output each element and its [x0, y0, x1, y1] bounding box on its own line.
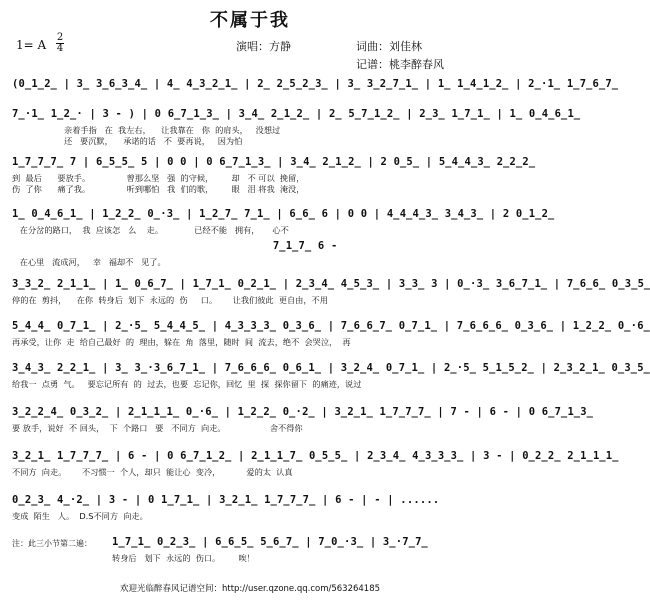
score-row — [12, 278, 650, 308]
arranger-credit: 记谱：桃李醉春风 — [356, 58, 444, 71]
score-row — [12, 494, 490, 524]
key-signature: 1= A — [16, 38, 47, 52]
lyric-line: 不同方 向走。 不习惯一 个人，却只 能让心 变冷， 爱的太 认真 — [12, 467, 293, 477]
lyric-line-second-verse: 还 要沉默， 承诺的话 不 要再说， 因为怕 — [12, 136, 243, 146]
notation-line: 3̲3̲2̲ 2̲1̲1̲ | 1̲ 0̲6̲7̲ | 1̲7̲1̲ 0̲2̲1̲ | 2̲3̲4̲ 4̲5̲3̲ | 3̲3̲ 3 | 0̲·3̲ 3̲6̲7̲1̲ | 7̲6̲6̲ 0̲3̲5̲ — [12, 278, 650, 290]
site-footer: 欢迎光临醉春风记谱空间：http://user.qzone.qq.com/563264185 — [119, 584, 381, 594]
score-row — [12, 450, 619, 480]
time-signature — [56, 33, 64, 54]
time-signature-top: 2 — [56, 32, 64, 43]
notation-line: 3̲2̲2̲4̲ 0̲3̲2̲ | 2̲1̲1̲1̲ 0̲·6̲ | 1̲2̲2̲ 0̲·2̲ | 3̲2̲1̲ 1̲7̲7̲7̲ | 7 - | 6 - | 0 6̲7̲1̲3̲ — [12, 406, 594, 418]
lyric-line: 在心里 流成河， 幸 福却不 见了。 — [12, 257, 166, 267]
lyric-line: 给我一 点勇 气。 要忘记所有 的 过去，也要 忘记你，回忆 里 探 探你留下 的痛迹，说过 — [12, 379, 362, 389]
lyric-line: 变成 陌生 人。 D.S不同方 向走。 — [12, 511, 148, 521]
lyric-line: 要 放手，说好 不 回头， 下 个路口 要 不同方 向走。 舍不得你 — [12, 423, 303, 433]
footnote-lyrics: 转身后 划下 永远的 伤口。 唉！ — [112, 553, 255, 563]
song-title: 不属于我 — [210, 10, 290, 31]
notation-line: 1̲ 0̲4̲6̲1̲ | 1̲2̲2̲ 0̲·3̲ | 1̲2̲7̲ 7̲1̲ | 6̲6̲ 6 | 0 0 | 4̲4̲4̲3̲ 3̲4̲3̲ | 2 0̲1̲2̲ — [12, 208, 555, 220]
score-row — [12, 108, 581, 152]
notation-line: 3̲4̲3̲ 2̲2̲1̲ | 3̲ 3̲·3̲6̲7̲1̲ | 7̲6̲6̲6̲ 0̲6̲1̲ | 3̲2̲4̲ 0̲7̲1̲ | 2̲·5̲ 5̲1̲5̲2̲ | 2̲3̲2̲1̲ 0̲3̲5̲ — [12, 362, 650, 374]
score-row — [12, 320, 650, 350]
notation-line: 3̲2̲1̲ 1̲7̲7̲7̲ | 6 - | 0 6̲7̲1̲2̲ | 2̲1̲1̲7̲ 0̲5̲5̲ | 2̲3̲4̲ 4̲3̲3̲3̲ | 3 - | 0̲2̲2̲ 2̲1̲1̲1̲ — [12, 450, 619, 462]
lyric-line: 到 最后 要放手。 曾那么坚 强 的守候， 却 不 可以 挽留， — [12, 173, 305, 183]
score-row — [12, 240, 490, 272]
footnote-label: 注：此三小节第二遍： — [12, 539, 92, 548]
notation-line: 1̲7̲7̲7̲ 7 | 6̲5̲5̲ 5 | 0 0 | 0 6̲7̲1̲3̲ | 3̲4̲ 2̲1̲2̲ | 2 0̲5̲ | 5̲4̲4̲3̲ 2̲2̲2̲ — [12, 156, 536, 168]
score-row — [12, 406, 594, 436]
singer-credit: 演唱：方静 — [236, 40, 291, 53]
score-row — [12, 362, 650, 392]
lyric-line: 亲着手指 在 我左右， 让我靠在 你 的肩头， 没想过 — [12, 125, 281, 135]
lyric-line: 在分岔的路口， 我 应该怎 么 走。 已经不能 拥有， 心不 — [12, 225, 289, 235]
score-row — [12, 78, 619, 106]
footnote-notation: 1̲7̲1̲ 0̲2̲3̲ | 6̲6̲5̲ 5̲6̲7̲ | 7̲0̲·3̲ | 3̲·7̲7̲ — [112, 536, 428, 548]
lyric-line: 再承受，让你 走 给自己最好 的 理由，躲在 角 落里，随时 间 流去，绝不 会哭泣， 再 — [12, 337, 351, 347]
score-row — [12, 156, 536, 200]
time-signature-bottom: 4 — [56, 43, 64, 54]
notation-line: 0̲2̲3̲ 4̲·2̲ | 3 - | 0 1̲7̲1̲ | 3̲2̲1̲ 1̲7̲7̲7̲ | 6 - | - | ...... — [12, 494, 440, 506]
notation-line: 7̲1̲7̲ 6 - — [12, 240, 338, 252]
notation-line: 5̲4̲4̲ 0̲7̲1̲ | 2̲·5̲ 5̲4̲4̲5̲ | 4̲3̲3̲3̲ 0̲3̲6̲ | 7̲6̲6̲7̲ 0̲7̲1̲ | 7̲6̲6̲6̲ 0̲3̲6̲ | 1̲2̲2̲ 0̲·6̲ — [12, 320, 650, 332]
score-row — [12, 208, 555, 238]
lyricist-credit: 词曲：刘佳林 — [356, 40, 422, 53]
lyric-line-second-verse: 伤 了你 痛了我。 听到哪怕 我 们的歌， 眼 泪 将我 淹没， — [12, 184, 305, 194]
lyric-line: 停的在 剪抖， 在你 转身后 划下 永远的 伤 口。 让我们彼此 更自由，不用 — [12, 295, 328, 305]
footnote-row — [112, 536, 490, 570]
notation-line: (0̲1̲2̲ | 3̲ 3̲6̲3̲4̲ | 4̲ 4̲3̲2̲1̲ | 2̲ 2̲5̲2̲3̲ | 3̲ 3̲2̲7̲1̲ | 1̲ 1̲4̲1̲2̲ | 2̲·1̲ 1̲7̲6̲7̲ — [12, 78, 619, 90]
notation-line: 7̲·1̲ 1̲2̲· | 3 - ) | 0 6̲7̲1̲3̲ | 3̲4̲ 2̲1̲2̲ | 2̲ 5̲7̲1̲2̲ | 2̲3̲ 1̲7̲1̲ | 1̲ 0̲4̲6̲1̲ — [12, 108, 581, 120]
